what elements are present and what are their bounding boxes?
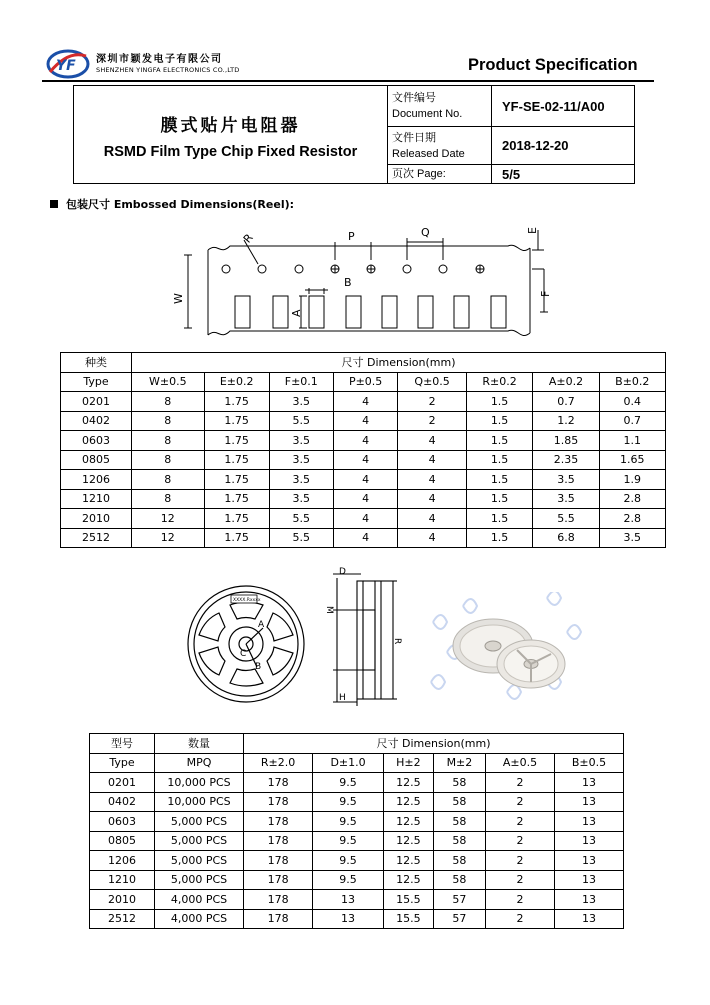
type-cell: 0201 [90, 773, 155, 793]
value-cell: 1.5 [466, 528, 533, 548]
reel-photo [427, 592, 587, 704]
value-cell: 13 [554, 773, 623, 793]
dimension-header: 尺寸 Dimension(mm) [132, 353, 666, 373]
table-row [90, 890, 624, 910]
value-cell: 1.75 [204, 431, 269, 451]
document-header-table [73, 85, 635, 184]
value-cell: 3.5 [269, 470, 333, 490]
value-cell: 4 [398, 450, 466, 470]
value-cell: 13 [554, 890, 623, 910]
column-header: B±0.2 [599, 372, 665, 392]
value-cell: 4 [398, 509, 466, 529]
qty-cell: 5,000 PCS [155, 812, 244, 832]
value-cell: 15.5 [383, 909, 433, 929]
column-header: E±0.2 [204, 372, 269, 392]
table-row [61, 450, 666, 470]
doc-no-label-cn: 文件编号 [392, 92, 436, 104]
value-cell: 13 [554, 831, 623, 851]
value-cell: 12.5 [383, 870, 433, 890]
reel-label-c: C [240, 649, 247, 659]
tape-label-p: P [348, 230, 355, 243]
value-cell: 9.5 [313, 851, 384, 871]
value-cell: 8 [132, 450, 205, 470]
table-header-row [90, 753, 624, 773]
value-cell: 2 [486, 792, 555, 812]
value-cell: 4 [333, 509, 398, 529]
value-cell: 3.5 [269, 450, 333, 470]
type-header-en: Type [90, 753, 155, 773]
reel-label-a: A [258, 620, 265, 630]
value-cell: 1.5 [466, 489, 533, 509]
date-label-cn: 文件日期 [392, 131, 436, 144]
value-cell: 6.8 [533, 528, 599, 548]
logo-text: YF [56, 58, 76, 74]
value-cell: 0.4 [599, 392, 665, 412]
table-row [61, 470, 666, 490]
value-cell: 13 [313, 890, 384, 910]
column-header: M±2 [433, 753, 485, 773]
column-header: B±0.5 [554, 753, 623, 773]
value-cell: 4 [398, 528, 466, 548]
doc-no-label [388, 86, 492, 127]
value-cell: 8 [132, 411, 205, 431]
qty-header-en: MPQ [155, 753, 244, 773]
value-cell: 58 [433, 870, 485, 890]
embossed-tape-diagram [170, 220, 560, 345]
value-cell: 1.5 [466, 509, 533, 529]
value-cell: 178 [244, 851, 313, 871]
value-cell: 12 [132, 528, 205, 548]
type-cell: 0201 [61, 392, 132, 412]
tape-label-f: F [539, 290, 552, 297]
value-cell: 178 [244, 909, 313, 929]
type-cell: 1210 [90, 870, 155, 890]
value-cell: 2.35 [533, 450, 599, 470]
table-row [90, 909, 624, 929]
value-cell: 1.5 [466, 411, 533, 431]
column-header: P±0.5 [333, 372, 398, 392]
value-cell: 1.65 [599, 450, 665, 470]
value-cell: 13 [554, 870, 623, 890]
reel-sticker-text: XXXX.Rxxxx [233, 598, 261, 603]
section-title: 包装尺寸 Embossed Dimensions(Reel): [66, 198, 295, 211]
value-cell: 4 [333, 411, 398, 431]
value-cell: 4 [398, 431, 466, 451]
tape-label-q: Q [421, 226, 430, 239]
value-cell: 13 [554, 792, 623, 812]
value-cell: 3.5 [269, 392, 333, 412]
value-cell: 13 [554, 812, 623, 832]
value-cell: 9.5 [313, 831, 384, 851]
value-cell: 58 [433, 831, 485, 851]
reel-side-diagram [323, 566, 415, 708]
black-square-icon [50, 200, 58, 208]
value-cell: 1.75 [204, 509, 269, 529]
reel-front-diagram [185, 583, 307, 705]
value-cell: 8 [132, 470, 205, 490]
type-header-cn: 种类 [61, 353, 132, 373]
value-cell: 2 [486, 851, 555, 871]
value-cell: 5.5 [269, 509, 333, 529]
qty-cell: 5,000 PCS [155, 851, 244, 871]
table-row [90, 812, 624, 832]
value-cell: 2.8 [599, 509, 665, 529]
value-cell: 0.7 [599, 411, 665, 431]
value-cell: 1.85 [533, 431, 599, 451]
value-cell: 2 [486, 870, 555, 890]
value-cell: 3.5 [269, 489, 333, 509]
type-header-en: Type [61, 372, 132, 392]
value-cell: 12.5 [383, 851, 433, 871]
value-cell: 178 [244, 870, 313, 890]
column-header: W±0.5 [132, 372, 205, 392]
doc-no-value: YF-SE-02-11/A00 [492, 86, 635, 127]
tape-label-r: R [240, 231, 256, 246]
company-name-en: SHENZHEN YINGFA ELECTRONICS CO.,LTD [96, 66, 240, 74]
tape-label-e: E [526, 227, 539, 234]
value-cell: 1.5 [466, 470, 533, 490]
table-row [90, 870, 624, 890]
value-cell: 1.5 [466, 450, 533, 470]
value-cell: 1.75 [204, 392, 269, 412]
qty-header-cn: 数量 [155, 734, 244, 754]
column-header: A±0.2 [533, 372, 599, 392]
value-cell: 8 [132, 431, 205, 451]
value-cell: 4 [333, 450, 398, 470]
table-row [61, 411, 666, 431]
value-cell: 9.5 [313, 773, 384, 793]
table-row [61, 431, 666, 451]
type-cell: 0805 [90, 831, 155, 851]
page-label: 页次 Page: [388, 165, 492, 184]
value-cell: 178 [244, 890, 313, 910]
qty-cell: 4,000 PCS [155, 909, 244, 929]
value-cell: 9.5 [313, 870, 384, 890]
tape-label-b: B [344, 276, 352, 289]
value-cell: 2 [486, 831, 555, 851]
value-cell: 4 [333, 431, 398, 451]
type-cell: 1206 [90, 851, 155, 871]
type-cell: 0805 [61, 450, 132, 470]
value-cell: 13 [313, 909, 384, 929]
value-cell: 4 [398, 489, 466, 509]
type-cell: 0603 [61, 431, 132, 451]
column-header: F±0.1 [269, 372, 333, 392]
table-row [61, 528, 666, 548]
value-cell: 3.5 [599, 528, 665, 548]
title-cell [74, 86, 388, 184]
qty-cell: 5,000 PCS [155, 831, 244, 851]
value-cell: 58 [433, 792, 485, 812]
table-row [61, 509, 666, 529]
value-cell: 9.5 [313, 812, 384, 832]
dimension-header: 尺寸 Dimension(mm) [244, 734, 624, 754]
value-cell: 12.5 [383, 773, 433, 793]
table-header-row [61, 353, 666, 373]
type-cell: 0402 [61, 411, 132, 431]
reel-label-m: M [324, 606, 334, 614]
tape-dimension-table [60, 352, 666, 548]
table-row [61, 489, 666, 509]
value-cell: 1.75 [204, 450, 269, 470]
value-cell: 5.5 [269, 411, 333, 431]
value-cell: 15.5 [383, 890, 433, 910]
tape-label-w: W [172, 293, 185, 304]
value-cell: 178 [244, 792, 313, 812]
value-cell: 1.2 [533, 411, 599, 431]
value-cell: 2 [486, 909, 555, 929]
value-cell: 4 [333, 489, 398, 509]
value-cell: 5.5 [533, 509, 599, 529]
value-cell: 3.5 [533, 470, 599, 490]
value-cell: 2 [398, 392, 466, 412]
column-header: Q±0.5 [398, 372, 466, 392]
value-cell: 8 [132, 392, 205, 412]
value-cell: 178 [244, 812, 313, 832]
value-cell: 2.8 [599, 489, 665, 509]
value-cell: 1.5 [466, 431, 533, 451]
type-header-cn: 型号 [90, 734, 155, 754]
date-value: 2018-12-20 [492, 127, 635, 165]
value-cell: 1.75 [204, 470, 269, 490]
value-cell: 1.5 [466, 392, 533, 412]
header-rule [42, 80, 654, 82]
reel-label-h: H [339, 693, 346, 703]
column-header: A±0.5 [486, 753, 555, 773]
value-cell: 58 [433, 773, 485, 793]
table-row [61, 392, 666, 412]
column-header: R±0.2 [466, 372, 533, 392]
column-header: H±2 [383, 753, 433, 773]
table-row [90, 851, 624, 871]
value-cell: 1.75 [204, 411, 269, 431]
value-cell: 12.5 [383, 792, 433, 812]
value-cell: 8 [132, 489, 205, 509]
value-cell: 13 [554, 909, 623, 929]
reel-dimension-table [89, 733, 624, 929]
value-cell: 1.75 [204, 489, 269, 509]
type-cell: 2512 [90, 909, 155, 929]
doc-no-label-en: Document No. [392, 108, 463, 120]
qty-cell: 10,000 PCS [155, 792, 244, 812]
column-header: R±2.0 [244, 753, 313, 773]
value-cell: 2 [486, 890, 555, 910]
document-kind: Product Specification [468, 56, 638, 74]
value-cell: 3.5 [533, 489, 599, 509]
value-cell: 57 [433, 909, 485, 929]
tape-label-a: A [290, 309, 303, 317]
table-header-row [90, 734, 624, 754]
company-logo-icon [46, 46, 90, 82]
type-cell: 2010 [61, 509, 132, 529]
column-header: D±1.0 [313, 753, 384, 773]
value-cell: 58 [433, 812, 485, 832]
qty-cell: 5,000 PCS [155, 870, 244, 890]
value-cell: 178 [244, 831, 313, 851]
value-cell: 1.9 [599, 470, 665, 490]
value-cell: 0.7 [533, 392, 599, 412]
reel-label-b: B [255, 662, 262, 672]
value-cell: 57 [433, 890, 485, 910]
type-cell: 0603 [90, 812, 155, 832]
type-cell: 1210 [61, 489, 132, 509]
type-cell: 0402 [90, 792, 155, 812]
value-cell: 12.5 [383, 831, 433, 851]
table-row [90, 831, 624, 851]
value-cell: 4 [333, 528, 398, 548]
table-row [90, 792, 624, 812]
value-cell: 3.5 [269, 431, 333, 451]
table-row [90, 773, 624, 793]
company-name-cn: 深圳市颖发电子有限公司 [96, 54, 223, 65]
table-header-row [61, 372, 666, 392]
value-cell: 9.5 [313, 792, 384, 812]
value-cell: 4 [333, 470, 398, 490]
value-cell: 178 [244, 773, 313, 793]
value-cell: 2 [398, 411, 466, 431]
reel-label-d: D [339, 567, 346, 577]
page-value: 5/5 [492, 165, 635, 184]
value-cell: 1.1 [599, 431, 665, 451]
section-heading [50, 196, 294, 212]
value-cell: 5.5 [269, 528, 333, 548]
value-cell: 12.5 [383, 812, 433, 832]
value-cell: 13 [554, 851, 623, 871]
type-cell: 1206 [61, 470, 132, 490]
value-cell: 4 [333, 392, 398, 412]
reel-label-r: R [392, 638, 402, 645]
value-cell: 2 [486, 773, 555, 793]
value-cell: 58 [433, 851, 485, 871]
value-cell: 1.75 [204, 528, 269, 548]
type-cell: 2010 [90, 890, 155, 910]
value-cell: 12 [132, 509, 205, 529]
qty-cell: 10,000 PCS [155, 773, 244, 793]
qty-cell: 4,000 PCS [155, 890, 244, 910]
type-cell: 2512 [61, 528, 132, 548]
title-en: RSMD Film Type Chip Fixed Resistor [103, 144, 358, 160]
date-label-en: Released Date [392, 147, 465, 160]
value-cell: 2 [486, 812, 555, 832]
title-cn: 膜式贴片电阻器 [160, 116, 301, 136]
date-label [388, 127, 492, 165]
value-cell: 4 [398, 470, 466, 490]
